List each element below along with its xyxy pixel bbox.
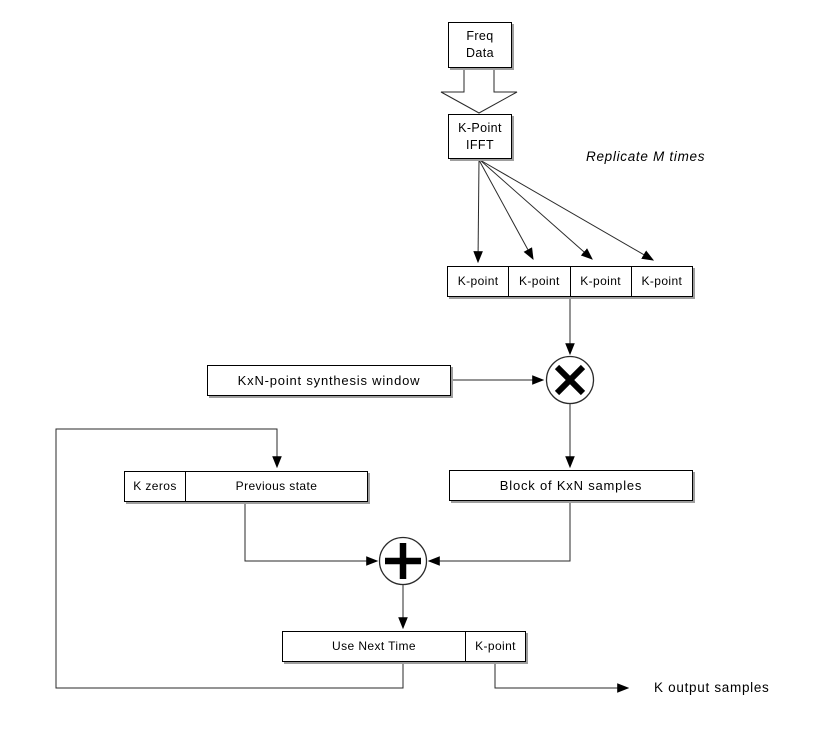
- connector-output-samples: [495, 662, 628, 688]
- replica-cell-1: K-point: [457, 274, 499, 289]
- k-point-output-cell: K-point: [465, 632, 525, 661]
- kpoint-ifft-label: K-Point IFFT: [458, 120, 502, 152]
- replica-cell-4: K-point: [631, 267, 692, 296]
- connector-ifft-replica-3: [480, 160, 592, 259]
- k-zeros-cell: K zeros: [133, 479, 177, 494]
- block-samples-box: Block of KxN samples: [449, 470, 693, 501]
- replicate-note: Replicate M times: [586, 149, 706, 164]
- freq-data-label: Freq Data: [465, 29, 494, 60]
- output-samples-label: K output samples: [654, 680, 770, 695]
- output-row: [282, 631, 526, 662]
- previous-state-cell: Previous state: [185, 472, 367, 501]
- kpoint-ifft-box: [448, 114, 512, 159]
- block-arrow-down-icon: [441, 67, 517, 113]
- connector-ifft-replica-1: [478, 160, 479, 262]
- freq-data-box: [448, 22, 512, 68]
- use-next-time-cell: Use Next Time: [332, 639, 416, 654]
- replica-row: [447, 266, 693, 297]
- connector-block-adder: [429, 501, 570, 561]
- synthesis-window-box: KxN-point synthesis window: [207, 365, 451, 396]
- replica-cell-3: K-point: [570, 267, 631, 296]
- replica-cell-2: K-point: [508, 267, 569, 296]
- state-row: [124, 471, 368, 502]
- connector-state-adder: [245, 502, 377, 561]
